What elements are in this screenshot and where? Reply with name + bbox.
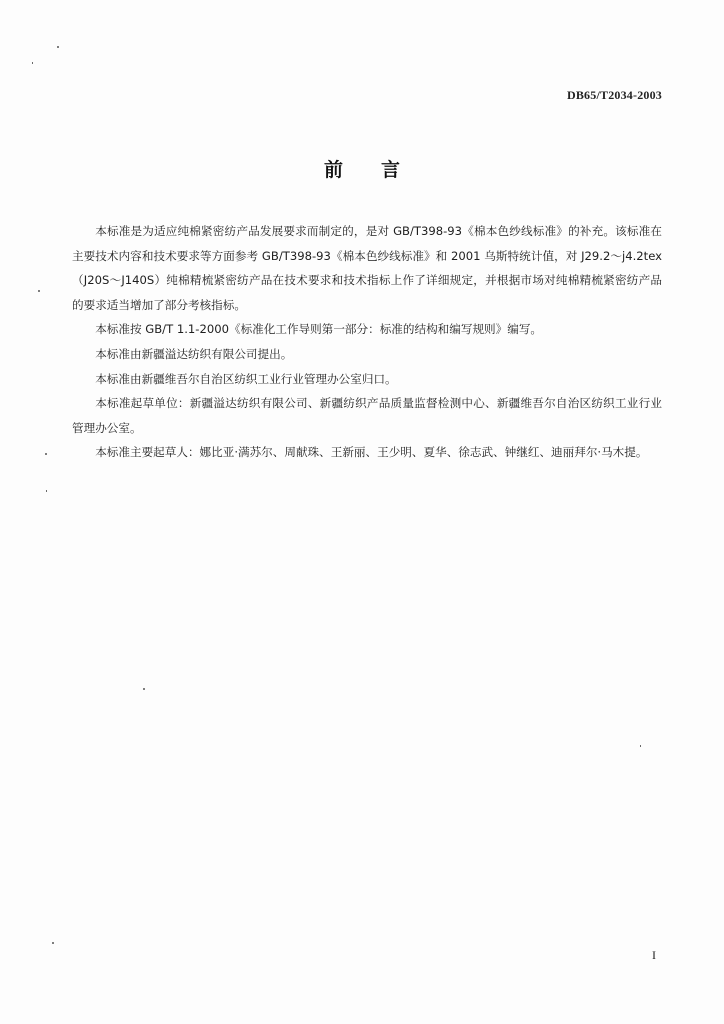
scan-speck [32,62,33,64]
paragraph-drafters: 本标准主要起草人：娜比亚·满苏尔、周献珠、王新丽、王少明、夏华、徐志武、钟继红、迪丽拜尔·马木提。 [95,445,648,460]
page-number: I [652,948,656,962]
scan-speck [640,745,641,747]
document-code: DB65/T2034-2003 [566,88,662,102]
paragraph-purpose: 本标准是为适应纯棉紧密纺产品发展要求而制定的，是对 GB/T398-93《棉本色纱线标准》的补充。该标准在主要技术内容和技术要求等方面参考 GB/T398-93《棉本色纱线标准》和 2001 乌斯特统计值，对 J29.2～j4.2tex（J20S～J140S）纯棉精梳紧密纺产品在技术要求和技术指标上作了详细规定，并根据市场对纯棉精梳紧密纺产品的要求适当增加了部分考核指标。 [72,224,662,312]
foreword-body [72,219,662,465]
scan-speck [46,490,47,492]
scan-speck [38,290,40,292]
paragraph-drafting-units: 本标准起草单位：新疆溢达纺织有限公司、新疆纺织产品质量监督检测中心、新疆维吾尔自治区纺织工业行业管理办公室。 [72,396,662,435]
scan-speck [52,942,54,944]
paragraph-proposer: 本标准由新疆溢达纺织有限公司提出。 [95,346,293,361]
scan-speck [143,688,145,690]
scan-speck [57,46,59,48]
paragraph-administrator: 本标准由新疆维吾尔自治区纺织工业行业管理办公室归口。 [95,371,397,386]
scan-speck [45,453,47,455]
paragraph-drafting-rules: 本标准按 GB/T 1.1-2000《标准化工作导则第一部分：标准的结构和编写规则》编写。 [95,322,543,337]
page-title: 前言 [323,159,438,181]
